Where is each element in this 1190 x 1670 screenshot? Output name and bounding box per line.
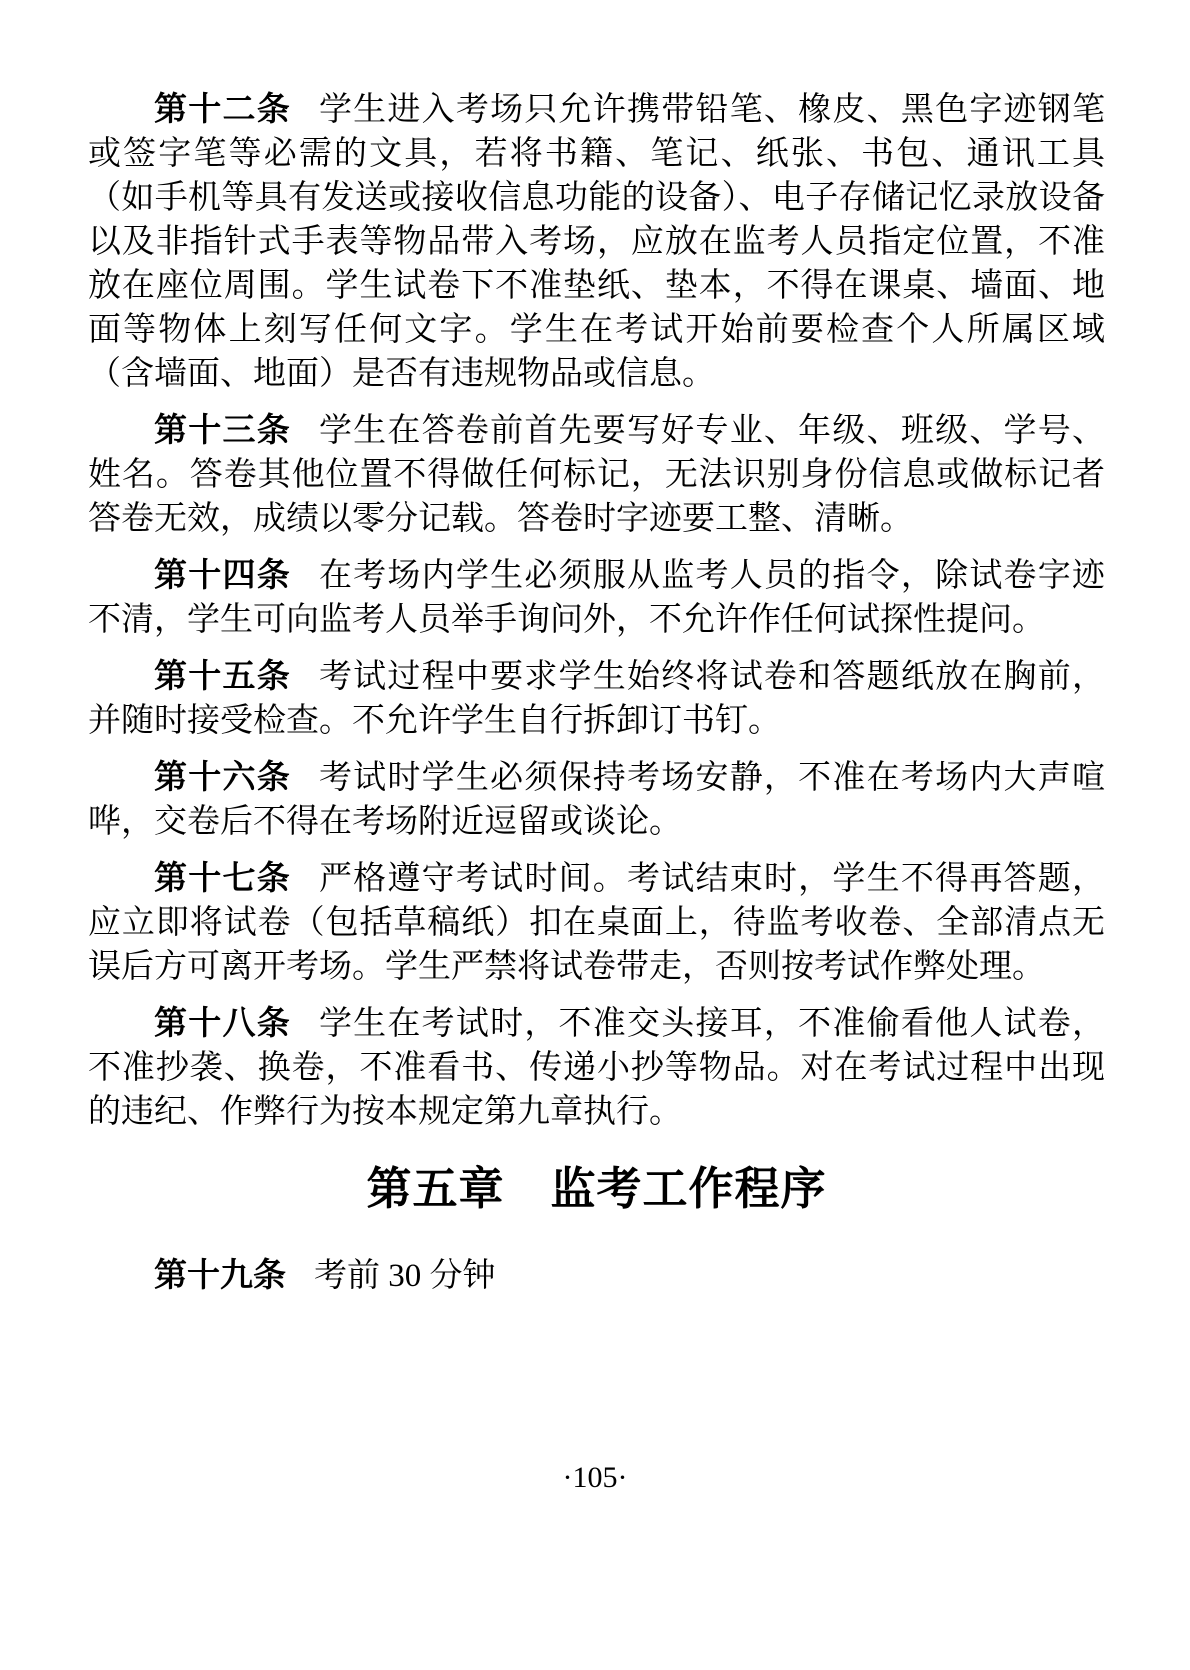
article-14-number: 第十四条 (154, 558, 291, 594)
article-13-text: 学生在答卷前首先要写好专业、年级、班级、学号、姓名。答卷其他位置不得做任何标记，无法识别身份信息或做标记者答卷无效，成绩以零分记载。答卷时字迹要工整、清晰。 (88, 413, 1106, 537)
article-12-paragraph (88, 88, 1105, 396)
article-17-paragraph (88, 857, 1105, 989)
article-17-number: 第十七条 (154, 861, 291, 897)
document-body (88, 88, 1105, 1298)
page-number: ·105· (562, 1461, 628, 1494)
article-12-text: 学生进入考场只允许携带铅笔、橡皮、黑色字迹钢笔或签字笔等必需的文具，若将书籍、笔记、纸张、书包、通讯工具（如手机等具有发送或接收信息功能的设备）、电子存储记忆录放设备以及非指针式手表等物品带入考场，应放在监考人员指定位置，不准放在座位周围。学生试卷下不准垫纸、垫本，不得在课桌、墙面、地面等物体上刻写任何文字。学生在考试开始前要检查个人所属区域（含墙面、地面）是否有违规物品或信息。 (88, 92, 1106, 392)
article-18-paragraph (88, 1002, 1105, 1134)
article-17-text: 严格遵守考试时间。考试结束时，学生不得再答题，应立即将试卷（包括草稿纸）扣在桌面上，待监考收卷、全部清点无误后方可离开考场。学生严禁将试卷带走，否则按考试作弊处理。 (88, 861, 1106, 985)
article-16-text: 考试时学生必须保持考场安静，不准在考场内大声喧哗，交卷后不得在考场附近逗留或谈论。 (88, 760, 1106, 840)
article-19-paragraph (88, 1254, 1105, 1298)
article-16-number: 第十六条 (154, 760, 291, 796)
article-16-paragraph (88, 756, 1105, 844)
article-14-text: 在考场内学生必须服从监考人员的指令，除试卷字迹不清，学生可向监考人员举手询问外，不允许作任何试探性提问。 (88, 558, 1106, 638)
article-18-text: 学生在考试时，不准交头接耳，不准偷看他人试卷，不准抄袭、换卷，不准看书、传递小抄等物品。对在考试过程中出现的违纪、作弊行为按本规定第九章执行。 (88, 1006, 1106, 1130)
article-14-paragraph (88, 554, 1105, 642)
article-19-number: 第十九条 (154, 1258, 286, 1294)
article-15-number: 第十五条 (154, 659, 291, 695)
article-15-text: 考试过程中要求学生始终将试卷和答题纸放在胸前，并随时接受检查。不允许学生自行拆卸订书钉。 (88, 659, 1106, 739)
article-15-paragraph (88, 655, 1105, 743)
article-13-number: 第十三条 (154, 413, 291, 449)
article-12-number: 第十二条 (154, 92, 291, 128)
article-19-text: 考前 30 分钟 (314, 1258, 496, 1294)
article-13-paragraph (88, 409, 1105, 541)
article-18-number: 第十八条 (154, 1006, 291, 1042)
chapter-heading: 第五章 监考工作程序 (366, 1164, 827, 1214)
